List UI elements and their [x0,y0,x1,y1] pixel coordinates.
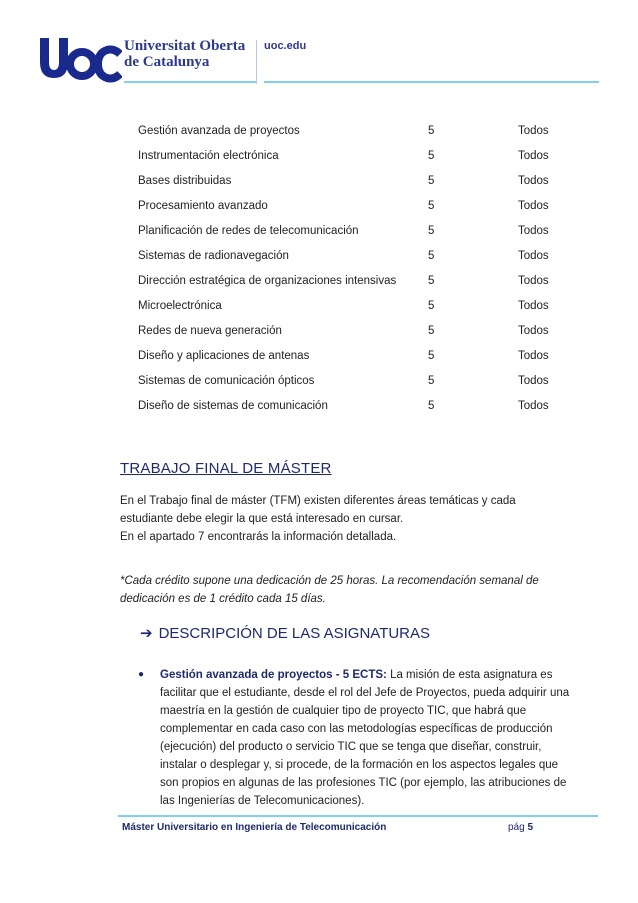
header-divider [256,40,257,84]
course-semester: Todos [518,325,549,337]
course-ects: 5 [428,275,435,287]
bullet-dot-icon: ● [138,669,145,680]
course-semester: Todos [518,300,549,312]
course-description-lead: Gestión avanzada de proyectos - 5 ECTS: [160,669,387,681]
course-ects: 5 [428,325,435,337]
course-semester: Todos [518,175,549,187]
footer-program-name: Máster Universitario en Ingeniería de Telecomunicación [122,822,387,833]
header-rule-right [264,81,599,83]
course-name: Sistemas de radionavegación [138,250,289,262]
course-ects: 5 [428,250,435,262]
course-ects: 5 [428,150,435,162]
descriptions-title-text: DESCRIPCIÓN DE LAS ASIGNATURAS [158,625,431,642]
footer-page-label: pág [508,822,525,833]
course-ects: 5 [428,300,435,312]
course-name: Bases distribuidas [138,175,232,187]
course-row [118,218,578,243]
course-row [118,193,578,218]
tfm-paragraph-2: En el apartado 7 encontrarás la información detallada. [120,531,397,543]
course-semester: Todos [518,150,549,162]
course-semester: Todos [518,400,549,412]
course-name: Redes de nueva generación [138,325,282,337]
footer-page-number [508,822,533,833]
course-row [118,243,578,268]
course-name: Microelectrónica [138,300,222,312]
course-row [118,143,578,168]
course-semester: Todos [518,275,549,287]
descriptions-title [140,624,430,642]
course-semester: Todos [518,350,549,362]
course-name: Dirección estratégica de organizaciones intensivas [138,275,397,287]
tfm-title: TRABAJO FINAL DE MÁSTER [120,460,332,477]
course-row [118,268,578,293]
course-row [118,318,578,343]
uoc-logo-icon [38,34,122,84]
domain-link[interactable]: uoc.edu [264,40,307,52]
footer-rule [118,815,598,817]
course-semester: Todos [518,225,549,237]
university-name-line2: de Catalunya [124,54,210,70]
course-name: Planificación de redes de telecomunicación [138,225,359,237]
course-description-body: La misión de esta asignatura es facilitar que el estudiante, desde el rol del Jefe de Proyectos, pueda adquirir una maestría en la gestión de cualquier tipo de proyecto TIC, que habrá que complementar en cada caso con las metodologías específicas de producción (ejecución) del producto o servicio TIC que se tenga que diseñar, construir, instalar o desplegar y, si procede, de la formación en los aspectos legales que son propios en algunas de las profesiones TIC (por ejemplo, las atribuciones de las Ingenierías de Telecomunicaciones). [160,669,570,807]
course-semester: Todos [518,375,549,387]
university-name-line1: Universitat Oberta [124,38,246,54]
university-name [124,38,245,70]
course-row [118,368,578,393]
course-ects: 5 [428,200,435,212]
course-ects: 5 [428,375,435,387]
course-name: Diseño de sistemas de comunicación [138,400,328,412]
course-row [118,118,578,143]
course-ects: 5 [428,125,435,137]
footer-page-value: 5 [527,822,534,833]
course-ects: 5 [428,400,435,412]
course-name: Diseño y aplicaciones de antenas [138,350,310,362]
course-ects: 5 [428,225,435,237]
course-name: Procesamiento avanzado [138,200,268,212]
course-description-text [160,666,578,810]
credit-note: *Cada crédito supone una dedicación de 25 horas. La recomendación semanal de dedicación es de 1 crédito cada 15 días. [120,575,539,605]
course-name: Gestión avanzada de proyectos [138,125,300,137]
course-ects: 5 [428,350,435,362]
uoc-logo [38,34,122,84]
course-semester: Todos [518,125,549,137]
course-name: Instrumentación electrónica [138,150,279,162]
arrow-right-icon: ➔ [140,625,153,642]
course-row [118,393,578,418]
course-row [118,293,578,318]
course-row [118,343,578,368]
course-semester: Todos [518,200,549,212]
tfm-paragraph-1: En el Trabajo final de máster (TFM) existen diferentes áreas temáticas y cada estudiante debe elegir la que está interesado en cursar. [120,495,516,525]
page-header [0,0,638,100]
course-name: Sistemas de comunicación ópticos [138,375,315,387]
header-rule-left [124,81,256,83]
courses-table [118,118,578,418]
course-semester: Todos [518,250,549,262]
course-row [118,168,578,193]
course-ects: 5 [428,175,435,187]
